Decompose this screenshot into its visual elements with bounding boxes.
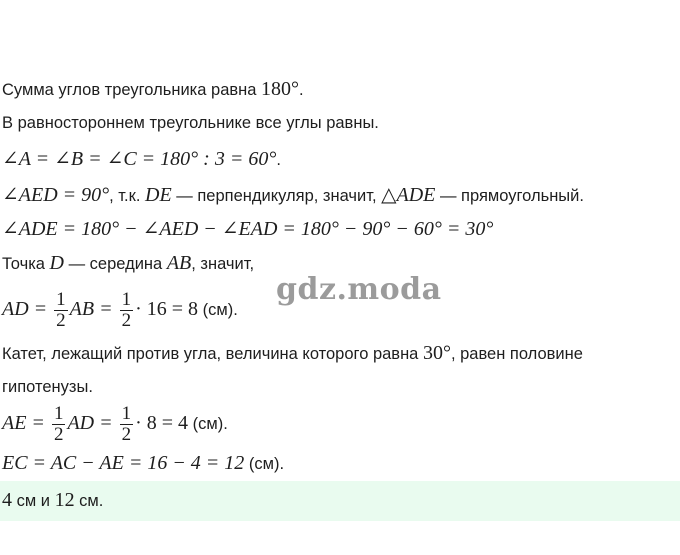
line-ec-calc: EC = AC − AE = 16 − 4 = 12 (см). — [2, 452, 285, 474]
watermark-logo: gdz.moda — [276, 272, 442, 307]
line-right-angle: ∠AED = 90°, т.к. DE — перпендикуляр, значит, △ADE — прямоугольный. — [2, 184, 584, 206]
answer-box — [0, 481, 680, 521]
fraction-one-half: $\frac{1}{2}$ — [53, 403, 64, 445]
line-hypotenuse: гипотенузы. — [2, 378, 93, 396]
fraction-one-half: $\frac{1}{2}$ — [121, 289, 132, 331]
line-equilateral: В равностороннем треугольнике все углы равны. — [2, 114, 379, 132]
answer-text: 4 см и 12 см. — [2, 489, 104, 511]
line-ae-calc: AE = $\frac{1}{2}$ AD = $\frac{1}{2}$ · 8 = 4 (см). — [2, 403, 228, 445]
fraction-one-half: $\frac{1}{2}$ — [56, 289, 66, 331]
line-equal-angles: ∠A = ∠B = ∠C = 180° : 3 = 60°. — [2, 148, 281, 170]
line-angle-ade: ∠ADE = 180° − ∠AED − ∠EAD = 180° − 90° − 60° = 30° — [2, 218, 494, 240]
line-midpoint: Точка D — середина AB, значит, — [2, 252, 255, 274]
line-leg-rule: Катет, лежащий против угла, величина которого равна 30°, равен половине — [2, 342, 583, 364]
line-angle-sum: Сумма углов треугольника равна 180°. — [2, 78, 304, 100]
line-ad-calc: AD = $\frac{1}{2}$ AB = $\frac{1}{2}$ · 16 = 8 (см). — [2, 289, 238, 331]
fraction-one-half: $\frac{1}{2}$ — [121, 403, 132, 445]
